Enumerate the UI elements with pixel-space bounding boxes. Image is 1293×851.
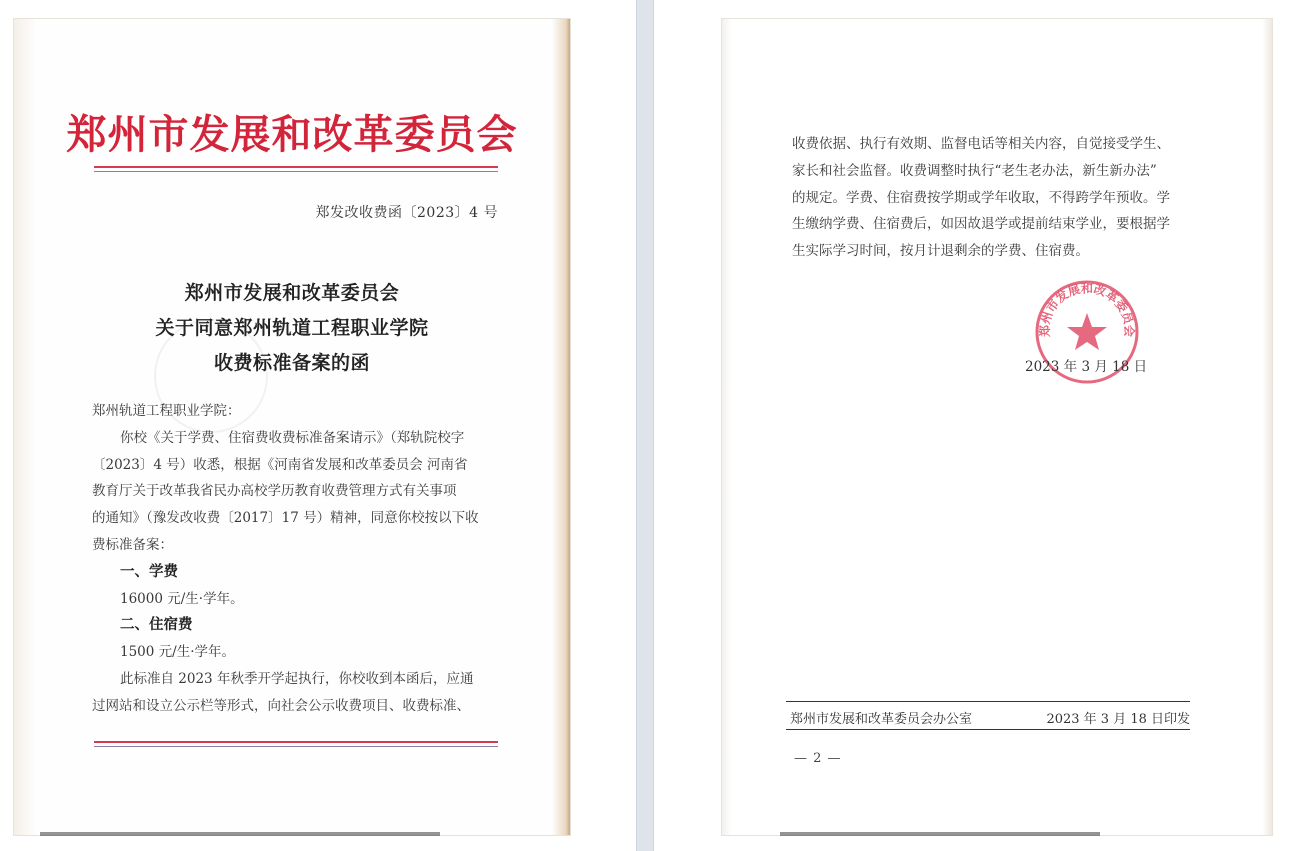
page1-body [92,398,498,720]
title-line-2: 关于同意郑州轨道工程职业学院 [155,317,429,339]
closing-line-2: 过网站和设立公示栏等形式，向社会公示收费项目、收费标准、 [92,697,470,714]
section-tuition-heading: 一、学费 [120,562,178,580]
p2-line-3: 的规定。学费、住宿费按学期或学年收取，不得跨学年预收。学 [792,189,1170,206]
page-number: — 2 — [794,751,842,766]
document-page-2 [722,19,1272,835]
footer-red-rule [94,741,498,743]
header-red-rule [94,166,498,168]
section-lodging-heading: 二、住宿费 [120,616,193,634]
intro-line-3: 教育厅关于改革我省民办高校学历教育收费管理方式有关事项 [92,483,457,500]
addressee: 郑州轨道工程职业学院： [92,403,241,419]
footer-issuing-office: 郑州市发展和改革委员会办公室 [790,712,973,727]
intro-line-5: 费标准备案： [92,536,173,553]
p2-line-1: 收费依据、执行有效期、监督电话等相关内容，自觉接受学生、 [792,136,1170,152]
closing-line-1: 此标准自 2023 年秋季开学起执行，你校收到本函后，应通 [120,670,474,687]
document-number: 郑发改收费函〔2023〕4 号 [315,205,498,221]
page-gutter-divider[interactable] [636,0,654,851]
page1-bottom-shadow [40,832,440,836]
footer-bottom-rule [786,729,1190,730]
document-page-1 [14,19,570,835]
issuer-red-header: 郑州市发展和改革委员会 [66,111,518,158]
p2-line-5: 生实际学习时间，按月计退剩余的学费、住宿费。 [792,243,1089,260]
intro-line-2: 〔2023〕4 号）收悉，根据《河南省发展和改革委员会 河南省 [92,456,468,473]
header-red-rule-thin [94,171,498,172]
p2-line-4: 生缴纳学费、住宿费后，如因故退学或提前结束学业，要根据学 [792,216,1170,233]
footer-top-rule [786,701,1190,702]
title-line-3: 收费标准备案的函 [213,352,370,374]
section-tuition-value: 16000 元/生·学年。 [120,590,244,607]
footer-red-rule-thin [94,746,498,747]
page2-body [792,131,1204,265]
p2-line-2: 家长和社会监督。收费调整时执行“老生老办法，新生新办法” [792,162,1157,179]
footer-print-date: 2023 年 3 月 18 日印发 [1046,712,1190,727]
page2-bottom-shadow [780,832,1100,836]
intro-line-4: 的通知》（豫发改收费〔2017〕17 号）精神，同意你校按以下收 [92,510,479,527]
signature-date: 2023 年 3 月 18 日 [1025,359,1148,375]
title-line-1: 郑州市发展和改革委员会 [184,282,400,304]
seal-arc-text: 郑州市发展和改革委员会 [1037,281,1137,338]
section-lodging-value: 1500 元/生·学年。 [120,644,235,661]
intro-line-1: 你校《关于学费、住宿费收费标准备案请示》（郑轨院校字 [120,429,465,446]
